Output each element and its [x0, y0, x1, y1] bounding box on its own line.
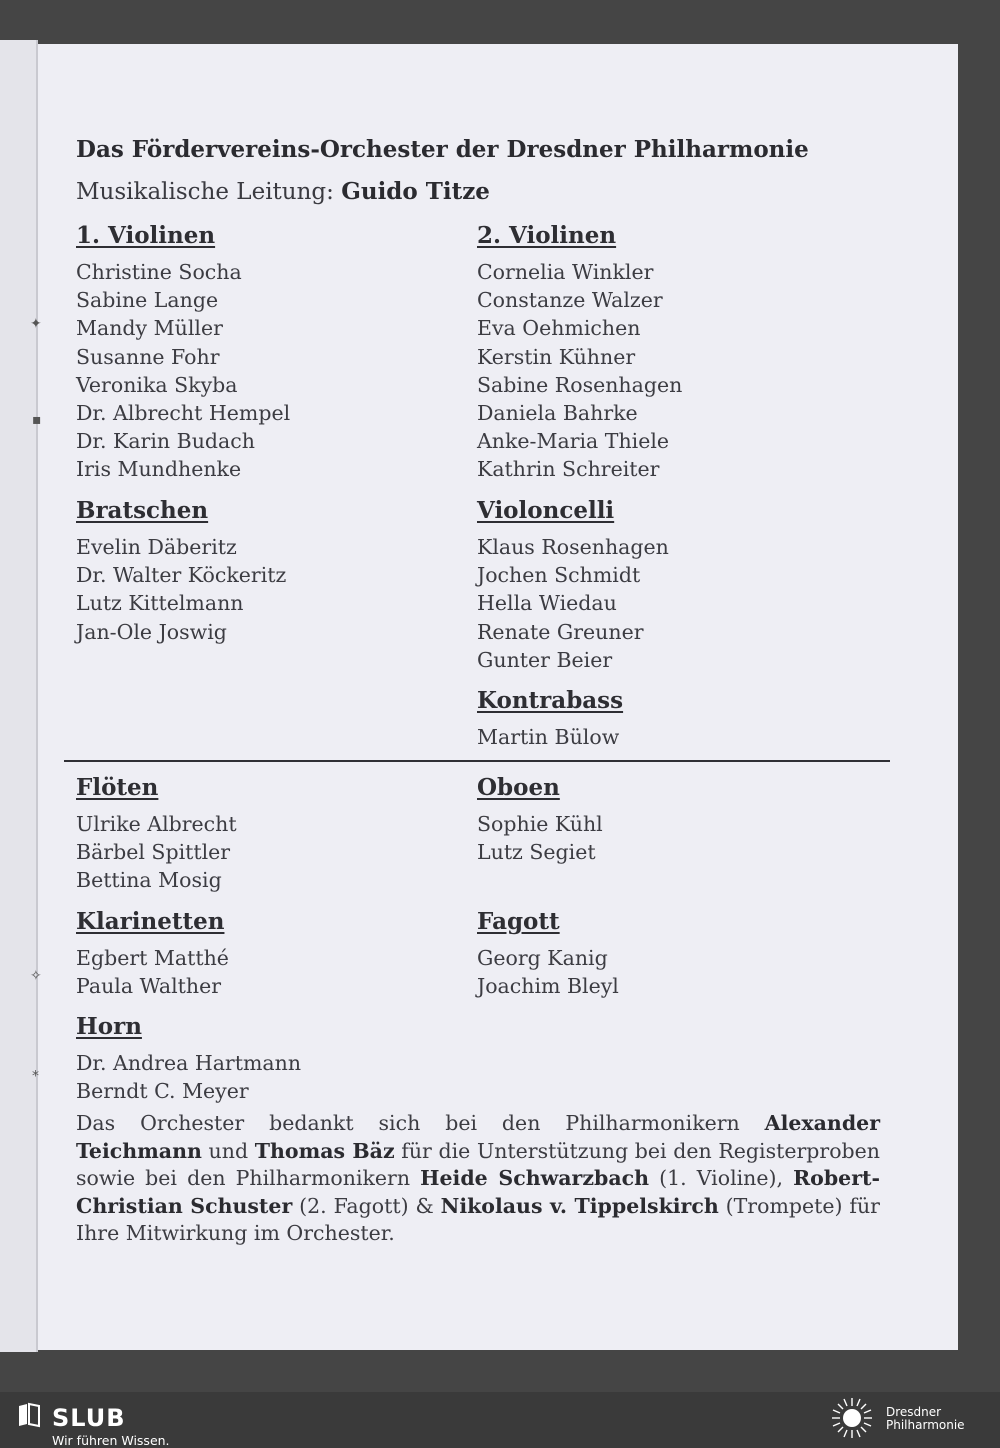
member-name: Evelin Däberitz: [76, 535, 237, 559]
thanks-text: (2. Fagott) &: [292, 1193, 441, 1218]
member-name: Georg Kanig: [477, 946, 608, 970]
member-name: Egbert Matthé: [76, 946, 229, 970]
section-heading: 2. Violinen: [477, 222, 617, 249]
member-name: Dr. Karin Budach: [76, 429, 255, 454]
thanks-name: Nikolaus v. Tippelskirch: [440, 1193, 719, 1218]
member-name: Hella Wiedau: [477, 591, 617, 616]
member-list: [76, 533, 286, 646]
member-list: [76, 810, 237, 895]
page-title: Das Fördervereins-Orchester der Dresdner Philharmonie: [76, 136, 809, 163]
member-name: Daniela Bahrke: [477, 401, 638, 426]
member-name: Kerstin Kühner: [477, 344, 636, 369]
section-heading: Fagott: [477, 908, 560, 935]
member-name: Dr. Andrea Hartmann: [76, 1051, 302, 1075]
thanks-text: Das Orchester bedankt sich bei den Philharmonikern: [76, 1111, 765, 1135]
section-double-bass: [477, 687, 623, 751]
dresdner-philharmonie-logo[interactable]: [828, 1396, 988, 1440]
member-name: Kathrin Schreiter: [477, 457, 660, 482]
section-heading: Violoncelli: [477, 497, 615, 524]
member-name: Eva Oehmichen: [477, 316, 641, 341]
section-heading: Oboen: [477, 774, 560, 801]
conductor-name: Guido Titze: [341, 178, 490, 205]
section-horn: [76, 1013, 301, 1105]
slub-tagline: Wir führen Wissen.: [52, 1433, 170, 1448]
dp-wordmark: [886, 1406, 965, 1432]
section-heading: Klarinetten: [76, 908, 225, 935]
thanks-name: Robert-Christian Schuster: [76, 1166, 880, 1218]
member-name: Constanze Walzer: [477, 288, 663, 313]
member-name: Lutz Segiet: [477, 840, 596, 865]
acknowledgement-paragraph: [76, 1110, 880, 1248]
member-name: Klaus Rosenhagen: [477, 535, 669, 559]
slub-name: SLUB: [52, 1404, 126, 1432]
member-name: Jan-Ole Joswig: [76, 619, 227, 644]
conductor-label: Musikalische Leitung:: [76, 179, 334, 205]
member-list: [477, 810, 603, 866]
section-flutes: [76, 774, 237, 895]
thanks-text: für die Unterstützung bei den Registerproben sowie bei den Philharmonikern: [76, 1138, 880, 1190]
section-heading: Kontrabass: [477, 687, 624, 714]
section-violins-2: [477, 222, 682, 484]
member-name: Cornelia Winkler: [477, 260, 654, 284]
member-name: Christine Socha: [76, 260, 242, 284]
member-name: Iris Mundhenke: [76, 457, 242, 482]
section-heading: Bratschen: [76, 497, 209, 524]
member-name: Sabine Rosenhagen: [477, 372, 683, 397]
thanks-text: und: [201, 1138, 255, 1163]
section-cellos: [477, 497, 669, 674]
member-name: Anke-Maria Thiele: [477, 429, 670, 454]
member-name: Mandy Müller: [76, 316, 223, 341]
section-oboes: [477, 774, 603, 866]
section-heading: 1. Violinen: [76, 222, 216, 249]
section-heading: Flöten: [76, 774, 159, 801]
member-name: Bärbel Spittler: [76, 840, 231, 865]
member-name: Jochen Schmidt: [477, 563, 641, 588]
member-list: [76, 944, 229, 1000]
member-name: Veronika Skyba: [76, 372, 238, 397]
section-heading: Horn: [76, 1013, 142, 1040]
member-name: Dr. Walter Köckeritz: [76, 563, 287, 588]
member-list: [477, 533, 669, 674]
thanks-name: Heide Schwarzbach: [420, 1166, 649, 1190]
member-name: Martin Bülow: [477, 725, 620, 749]
member-list: [76, 1049, 301, 1105]
section-clarinets: [76, 908, 229, 1000]
member-name: Bettina Mosig: [76, 868, 222, 893]
sunburst-icon: [828, 1396, 876, 1440]
dp-line1: Dresdner: [886, 1405, 942, 1419]
section-violas: [76, 497, 286, 646]
thanks-text: (1. Violine),: [649, 1166, 794, 1190]
section-violins-1: [76, 222, 290, 484]
member-list: [477, 258, 682, 484]
book-icon: [16, 1402, 42, 1428]
member-name: Susanne Fohr: [76, 344, 220, 369]
member-name: Sophie Kühl: [477, 812, 603, 836]
member-name: Paula Walther: [76, 974, 222, 999]
member-name: Lutz Kittelmann: [76, 591, 244, 616]
member-name: Berndt C. Meyer: [76, 1079, 249, 1104]
thanks-name: Alexander Teichmann: [76, 1111, 880, 1163]
thanks-text: (Trompete) für Ihre Mitwirkung im Orchester.: [76, 1193, 880, 1245]
member-list: [477, 944, 619, 1000]
section-divider: [64, 760, 890, 762]
member-name: Sabine Lange: [76, 288, 219, 313]
footer-bar: [0, 1392, 1000, 1448]
member-name: Gunter Beier: [477, 647, 613, 672]
thanks-name: Thomas Bäz: [254, 1138, 395, 1163]
previous-page-edge: [0, 40, 38, 1352]
member-list: [76, 258, 290, 484]
section-bassoon: [477, 908, 619, 1000]
member-list: [477, 723, 623, 751]
member-name: Dr. Albrecht Hempel: [76, 401, 291, 426]
dp-line2: Philharmonie: [886, 1418, 965, 1432]
conductor-line: [76, 178, 490, 205]
member-name: Joachim Bleyl: [477, 974, 619, 999]
member-name: Renate Greuner: [477, 619, 644, 644]
member-name: Ulrike Albrecht: [76, 812, 237, 836]
